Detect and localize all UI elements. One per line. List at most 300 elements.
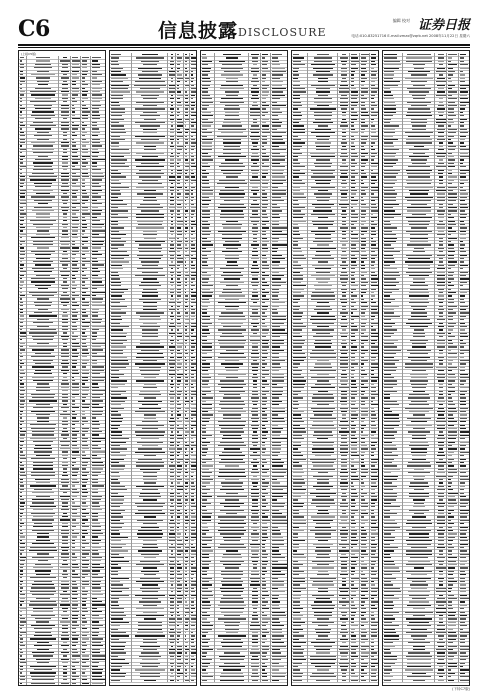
fine-print-text xyxy=(61,587,69,588)
fine-print-text xyxy=(82,193,88,194)
fine-print-text xyxy=(72,169,80,170)
fine-print-text xyxy=(82,135,85,136)
fine-print-text xyxy=(62,502,68,503)
fine-print-text xyxy=(20,77,25,78)
fine-print-text xyxy=(82,417,86,418)
fine-print-text xyxy=(72,183,76,184)
fine-print-text xyxy=(20,179,25,180)
fine-print-text xyxy=(20,162,23,163)
fine-print-text xyxy=(20,305,23,306)
fine-print-text xyxy=(92,383,99,384)
fine-print-text xyxy=(20,584,22,585)
fine-print-text xyxy=(72,394,79,395)
fine-print-text xyxy=(92,94,102,95)
fine-print-text xyxy=(62,424,68,425)
fine-print-text xyxy=(32,502,55,503)
fine-print-text xyxy=(33,509,52,510)
fine-print-text xyxy=(32,366,55,367)
fine-print-text xyxy=(36,414,51,415)
fine-print-text xyxy=(82,149,88,150)
fine-print-text xyxy=(72,224,79,225)
fine-print-text xyxy=(82,584,89,585)
fine-print-text xyxy=(36,234,51,235)
fine-print-text xyxy=(32,336,53,337)
fine-print-text xyxy=(20,349,26,350)
fine-print-text xyxy=(20,111,23,112)
fine-print-text xyxy=(61,557,70,558)
fine-print-text xyxy=(72,513,77,514)
fine-print-text xyxy=(30,220,56,221)
fine-print-text xyxy=(92,224,104,225)
fine-print-text xyxy=(72,560,76,561)
fine-print-text xyxy=(92,285,104,286)
fine-print-text xyxy=(63,169,67,170)
fine-print-text xyxy=(72,285,78,286)
fine-print-text xyxy=(72,145,77,146)
fine-print-text xyxy=(72,159,80,160)
fine-print-text xyxy=(20,397,24,398)
fine-print-text xyxy=(82,288,88,289)
fine-print-text xyxy=(92,390,105,391)
fine-print-text xyxy=(72,502,75,503)
fine-print-text xyxy=(61,207,69,208)
fine-print-text xyxy=(61,71,70,72)
fine-print-text xyxy=(33,465,54,466)
fine-print-text xyxy=(62,329,69,330)
fine-print-text xyxy=(20,519,23,520)
fine-print-text xyxy=(60,496,69,497)
fine-print-text xyxy=(63,346,67,347)
fine-print-text xyxy=(82,169,88,170)
fine-print-text xyxy=(72,533,80,534)
fine-print-text xyxy=(20,594,25,595)
fine-print-text xyxy=(82,567,88,568)
fine-print-text xyxy=(20,547,25,548)
fine-print-text xyxy=(72,196,77,197)
fine-print-text xyxy=(82,587,85,588)
fine-print-text xyxy=(63,611,66,612)
fine-print-text xyxy=(33,516,52,517)
fine-print-text xyxy=(30,577,56,578)
fine-print-text xyxy=(92,81,102,82)
fine-print-text xyxy=(63,217,67,218)
fine-print-text xyxy=(34,373,52,374)
fine-print-text xyxy=(20,479,23,480)
fine-print-text xyxy=(82,74,87,75)
fine-print-text xyxy=(72,309,76,310)
fine-print-text xyxy=(82,292,86,293)
fine-print-text xyxy=(32,295,54,296)
fine-print-text xyxy=(37,383,49,384)
fine-print-text xyxy=(82,302,89,303)
fine-print-text xyxy=(82,356,87,357)
fine-print-text xyxy=(20,142,25,143)
fine-print-text xyxy=(20,210,24,211)
fine-print-text xyxy=(20,574,23,575)
fine-print-text xyxy=(35,64,51,65)
fine-print-text xyxy=(31,74,54,75)
page-number: C6 xyxy=(18,16,50,42)
fine-print-text xyxy=(92,162,97,163)
fine-print-text xyxy=(92,166,98,167)
fine-print-text xyxy=(82,176,89,177)
fine-print-text xyxy=(72,550,80,551)
fine-print-text xyxy=(34,207,53,208)
fine-print-text xyxy=(20,526,23,527)
fine-print-text xyxy=(72,492,80,493)
fine-print-text xyxy=(72,591,77,592)
fine-print-text xyxy=(62,166,68,167)
fine-print-text xyxy=(92,570,100,571)
fine-print-text xyxy=(61,370,70,371)
fine-print-text xyxy=(35,118,51,119)
fine-print-text xyxy=(92,465,104,466)
fine-print-text xyxy=(61,122,69,123)
fine-print-text xyxy=(32,111,53,112)
fine-print-text xyxy=(72,149,79,150)
fine-print-text xyxy=(82,424,85,425)
fine-print-text xyxy=(82,343,86,344)
fine-print-text xyxy=(82,295,90,296)
fine-print-text xyxy=(92,615,100,616)
fine-print-text xyxy=(32,149,53,150)
fine-print-text xyxy=(31,142,55,143)
fine-print-text xyxy=(35,98,51,99)
fine-print-text xyxy=(72,564,79,565)
fine-print-text xyxy=(92,213,101,214)
fine-print-text xyxy=(61,196,70,197)
fine-print-text xyxy=(20,193,25,194)
fine-print-text xyxy=(61,176,68,177)
fine-print-text xyxy=(20,516,23,517)
fine-print-text xyxy=(72,509,77,510)
fine-print-text xyxy=(20,543,25,544)
fine-print-text xyxy=(61,353,69,354)
fine-print-text xyxy=(62,264,69,265)
fine-print-text xyxy=(92,543,99,544)
fine-print-text xyxy=(29,550,57,551)
fine-print-text xyxy=(92,298,103,299)
fine-print-text xyxy=(35,128,50,129)
fine-print-text xyxy=(72,557,78,558)
fine-print-text xyxy=(20,169,22,170)
fine-print-text xyxy=(20,309,23,310)
fine-print-text xyxy=(36,60,49,61)
fine-print-text xyxy=(92,278,102,279)
fine-print-text xyxy=(63,305,66,306)
fine-print-text xyxy=(20,570,23,571)
fine-print-text xyxy=(20,74,23,75)
fine-print-text xyxy=(72,111,75,112)
fine-print-text xyxy=(72,336,78,337)
fine-print-text xyxy=(92,519,98,520)
fine-print-text xyxy=(20,390,25,391)
fine-print-text xyxy=(82,244,85,245)
fine-print-text xyxy=(20,445,24,446)
fine-print-text xyxy=(72,523,79,524)
fine-print-text xyxy=(61,295,70,296)
fine-print-text xyxy=(92,98,102,99)
fine-print-text xyxy=(37,298,48,299)
fine-print-text xyxy=(63,312,67,313)
fine-print-text xyxy=(92,523,100,524)
fine-print-text xyxy=(92,135,99,136)
fine-print-text xyxy=(61,77,69,78)
fine-print-text xyxy=(37,81,48,82)
fine-print-text xyxy=(92,169,101,170)
fine-print-text xyxy=(63,81,67,82)
fine-print-text xyxy=(20,536,25,537)
fine-print-text xyxy=(92,533,103,534)
fine-print-text xyxy=(20,241,25,242)
fine-print-text xyxy=(92,404,99,405)
fine-print-text xyxy=(31,251,55,252)
fine-print-text xyxy=(36,390,49,391)
fine-print-text xyxy=(72,234,78,235)
fine-print-text xyxy=(82,560,90,561)
fine-print-text xyxy=(20,125,25,126)
fine-print-text xyxy=(72,339,76,340)
fine-print-text xyxy=(30,125,56,126)
fine-print-text xyxy=(92,142,100,143)
fine-print-text xyxy=(72,530,75,531)
fine-print-text xyxy=(29,176,56,177)
fine-print-text xyxy=(35,305,51,306)
fine-print-text xyxy=(72,88,79,89)
fine-print-text xyxy=(92,411,103,412)
fine-print-text xyxy=(61,91,69,92)
fine-print-text xyxy=(72,115,75,116)
fine-print-text xyxy=(38,309,48,310)
fine-print-text xyxy=(82,173,89,174)
fine-print-text xyxy=(36,455,49,456)
fine-print-text xyxy=(82,346,87,347)
fine-print-text xyxy=(35,285,51,286)
fine-print-text xyxy=(82,434,86,435)
fine-print-text xyxy=(63,281,67,282)
fine-print-text xyxy=(82,258,86,259)
fine-print-text xyxy=(72,404,75,405)
fine-print-text xyxy=(61,383,69,384)
fine-print-text xyxy=(36,77,51,78)
fine-print-text xyxy=(92,448,101,449)
fine-print-text xyxy=(72,431,80,432)
fine-print-text xyxy=(61,115,68,116)
fine-print-text xyxy=(63,135,68,136)
fine-print-text xyxy=(63,560,67,561)
fine-print-text xyxy=(72,264,77,265)
fine-print-text xyxy=(82,156,90,157)
fine-print-text xyxy=(72,594,78,595)
fine-print-text xyxy=(31,458,55,459)
fine-print-text xyxy=(63,149,67,150)
fine-print-text xyxy=(72,203,80,204)
fine-print-text xyxy=(35,108,52,109)
fine-print-text xyxy=(62,98,69,99)
fine-print-text xyxy=(61,509,69,510)
fine-print-text xyxy=(92,149,98,150)
fine-print-text xyxy=(82,309,87,310)
fine-print-text xyxy=(92,366,104,367)
fine-print-text xyxy=(92,489,98,490)
fine-print-text xyxy=(20,499,25,500)
fine-print-text xyxy=(72,94,78,95)
fine-print-text xyxy=(20,217,24,218)
fine-print-text xyxy=(82,431,89,432)
fine-print-text xyxy=(37,247,49,248)
fine-print-text xyxy=(92,217,98,218)
fine-print-text xyxy=(60,489,70,490)
fine-print-text xyxy=(33,224,54,225)
fine-print-text xyxy=(92,237,105,238)
fine-print-text xyxy=(62,523,68,524)
fine-print-text xyxy=(92,608,97,609)
fine-print-text xyxy=(82,217,85,218)
fine-print-text xyxy=(92,275,98,276)
fine-print-text xyxy=(82,227,88,228)
fine-print-text xyxy=(72,411,75,412)
fine-print-text xyxy=(34,200,52,201)
fine-print-text xyxy=(20,94,24,95)
fine-print-text xyxy=(72,162,79,163)
fine-print-text xyxy=(32,557,54,558)
fine-print-text xyxy=(92,482,99,483)
fine-print-text xyxy=(20,312,24,313)
fine-print-text xyxy=(72,261,78,262)
fine-print-text xyxy=(72,84,76,85)
fine-print-text xyxy=(82,275,86,276)
fine-print-text xyxy=(34,448,52,449)
fine-print-text xyxy=(62,64,68,65)
fine-print-text xyxy=(72,598,77,599)
fine-print-text xyxy=(20,264,24,265)
fine-print-text xyxy=(72,128,78,129)
fine-print-text xyxy=(82,516,86,517)
fine-print-text xyxy=(82,479,88,480)
fine-print-text xyxy=(92,186,102,187)
fine-print-text xyxy=(33,162,53,163)
fine-print-text xyxy=(82,472,89,473)
fine-print-text xyxy=(82,200,89,201)
fine-print-text xyxy=(33,462,52,463)
fine-print-text xyxy=(82,329,86,330)
fine-print-text xyxy=(61,302,69,303)
fine-print-text xyxy=(82,203,85,204)
fine-print-text xyxy=(37,553,50,554)
fine-print-text xyxy=(63,278,67,279)
fine-print-text xyxy=(63,193,66,194)
fine-print-text xyxy=(35,186,51,187)
fine-print-text xyxy=(72,434,77,435)
fine-print-text xyxy=(33,190,52,191)
fine-print-text xyxy=(92,431,102,432)
fine-print-text xyxy=(82,271,85,272)
fine-print-text xyxy=(82,237,89,238)
fine-print-text xyxy=(20,615,22,616)
fine-print-text xyxy=(92,530,101,531)
fine-print-text xyxy=(72,315,77,316)
fine-print-text xyxy=(31,281,54,282)
fine-print-text xyxy=(92,349,103,350)
fine-print-text xyxy=(92,156,99,157)
header-rule xyxy=(18,44,470,46)
fine-print-text xyxy=(82,322,90,323)
fine-print-text xyxy=(72,407,79,408)
fine-print-text xyxy=(61,349,70,350)
fine-print-text xyxy=(92,210,103,211)
fine-print-text xyxy=(82,251,89,252)
fine-print-text xyxy=(61,125,70,126)
fine-print-text xyxy=(72,346,80,347)
fine-print-text xyxy=(20,115,22,116)
fine-print-text xyxy=(72,526,76,527)
fine-print-text xyxy=(72,506,80,507)
fine-print-text xyxy=(61,275,69,276)
fine-print-text xyxy=(92,339,97,340)
fine-print-text xyxy=(92,584,100,585)
fine-print-text xyxy=(82,530,88,531)
fine-print-text xyxy=(20,591,22,592)
fine-print-text xyxy=(63,377,67,378)
fine-print-text xyxy=(33,468,54,469)
fine-print-text xyxy=(30,591,56,592)
fine-print-text xyxy=(63,213,68,214)
fine-print-text xyxy=(92,506,101,507)
fine-print-text xyxy=(82,312,86,313)
fine-print-text xyxy=(82,64,87,65)
fine-print-text xyxy=(32,173,54,174)
fine-print-text xyxy=(20,462,23,463)
fine-print-text xyxy=(92,557,102,558)
fine-print-text xyxy=(20,366,22,367)
fine-print-text xyxy=(20,523,24,524)
fine-print-text xyxy=(92,302,103,303)
fine-print-text xyxy=(32,499,55,500)
fine-print-text xyxy=(92,509,102,510)
fine-print-text xyxy=(20,207,23,208)
fine-print-text xyxy=(20,98,23,99)
fine-print-text xyxy=(92,315,98,316)
fine-print-text xyxy=(82,536,85,537)
fine-print-text xyxy=(60,247,70,248)
fine-print-text xyxy=(20,234,26,235)
fine-print-text xyxy=(72,142,76,143)
fine-print-text xyxy=(82,315,88,316)
fine-print-text xyxy=(20,319,24,320)
fine-print-text xyxy=(35,353,52,354)
fine-print-text xyxy=(82,190,86,191)
fine-print-text xyxy=(72,519,76,520)
fine-print-text xyxy=(20,608,26,609)
fine-print-text xyxy=(20,370,24,371)
fine-print-text xyxy=(82,506,88,507)
fine-print-text xyxy=(20,468,24,469)
fine-print-text xyxy=(20,230,23,231)
fine-print-text xyxy=(72,220,79,221)
fine-print-text xyxy=(82,285,86,286)
fine-print-text xyxy=(82,105,86,106)
fine-print-text xyxy=(92,516,98,517)
fine-print-text xyxy=(72,275,75,276)
fine-print-text xyxy=(92,176,105,177)
fine-print-text xyxy=(33,339,53,340)
fine-print-text xyxy=(62,366,69,367)
fine-print-text xyxy=(92,550,99,551)
fine-print-text xyxy=(20,57,24,58)
fine-print-text xyxy=(92,485,104,486)
fine-print-text xyxy=(61,108,69,109)
fine-print-text xyxy=(61,601,69,602)
